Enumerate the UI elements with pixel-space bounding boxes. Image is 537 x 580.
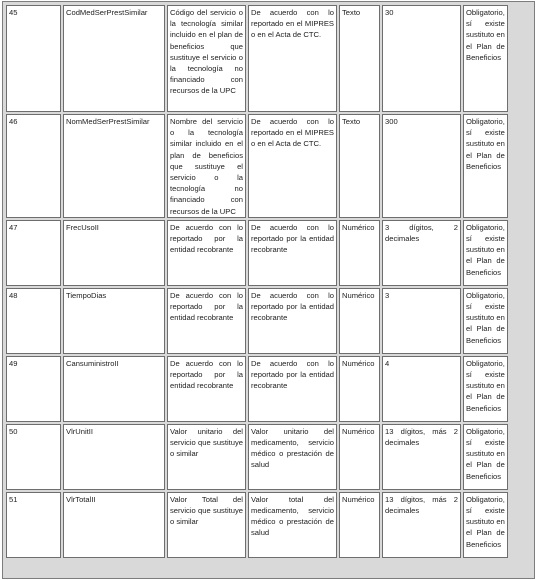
field-type-cell: Numérico bbox=[339, 288, 380, 354]
field-type-cell: Texto bbox=[339, 5, 380, 112]
field-description-cell: Nombre del servicio o la tecnología similar incluido en el plan de beneficios que sustituye el servicio o la tecnología no financiado con recursos de la UPC bbox=[167, 114, 246, 218]
field-type-cell: Numérico bbox=[339, 424, 380, 490]
field-length-cell: 4 bbox=[382, 356, 461, 422]
table-row bbox=[6, 220, 508, 286]
field-source-cell: De acuerdo con lo reportado en el MIPRES o en el Acta de CTC. bbox=[248, 5, 337, 112]
field-source-cell: Valor total del medicamento, servicio médico o prestación de salud bbox=[248, 492, 337, 558]
field-number-cell: 49 bbox=[6, 356, 61, 422]
field-description-cell: Código del servicio o la tecnología similar incluido en el plan de beneficios que sustituye el servicio o la tecnología no financiado con recursos de la UPC bbox=[167, 5, 246, 112]
field-source-cell: De acuerdo con lo reportado por la entidad recobrante bbox=[248, 288, 337, 354]
table-row bbox=[6, 492, 508, 558]
field-requirement-cell: Obligatorio, sí existe sustituto en el Plan de Beneficios bbox=[463, 288, 508, 354]
field-number-cell: 47 bbox=[6, 220, 61, 286]
field-number-cell: 50 bbox=[6, 424, 61, 490]
field-source-cell: De acuerdo con lo reportado por la entidad recobrante bbox=[248, 220, 337, 286]
field-source-cell: Valor unitario del medicamento, servicio médico o prestación de salud bbox=[248, 424, 337, 490]
field-number-cell: 45 bbox=[6, 5, 61, 112]
field-type-cell: Numérico bbox=[339, 356, 380, 422]
field-source-cell: De acuerdo con lo reportado en el MIPRES o en el Acta de CTC. bbox=[248, 114, 337, 218]
field-description-cell: Valor unitario del servicio que sustituye o similar bbox=[167, 424, 246, 490]
table-row bbox=[6, 356, 508, 422]
field-name-cell: CansuministroII bbox=[63, 356, 165, 422]
field-name-cell: NomMedSerPrestSimilar bbox=[63, 114, 165, 218]
field-length-cell: 3 dígitos, 2 decimales bbox=[382, 220, 461, 286]
field-requirement-cell: Obligatorio, sí existe sustituto en el Plan de Beneficios bbox=[463, 5, 508, 112]
field-length-cell: 13 dígitos, más 2 decimales bbox=[382, 424, 461, 490]
field-length-cell: 300 bbox=[382, 114, 461, 218]
field-source-cell: De acuerdo con lo reportado por la entidad recobrante bbox=[248, 356, 337, 422]
field-name-cell: FrecUsoII bbox=[63, 220, 165, 286]
field-type-cell: Numérico bbox=[339, 220, 380, 286]
field-requirement-cell: Obligatorio, sí existe sustituto en el Plan de Beneficios bbox=[463, 356, 508, 422]
field-number-cell: 48 bbox=[6, 288, 61, 354]
field-name-cell: VlrTotalII bbox=[63, 492, 165, 558]
field-name-cell: TiempoDias bbox=[63, 288, 165, 354]
field-spec-table-frame bbox=[2, 1, 535, 579]
field-type-cell: Texto bbox=[339, 114, 380, 218]
table-row bbox=[6, 288, 508, 354]
field-requirement-cell: Obligatorio, sí existe sustituto en el Plan de Beneficios bbox=[463, 220, 508, 286]
field-type-cell: Numérico bbox=[339, 492, 380, 558]
field-number-cell: 51 bbox=[6, 492, 61, 558]
field-description-cell: De acuerdo con lo reportado por la entidad recobrante bbox=[167, 220, 246, 286]
field-number-cell: 46 bbox=[6, 114, 61, 218]
field-requirement-cell: Obligatorio, sí existe sustituto en el Plan de Beneficios bbox=[463, 114, 508, 218]
table-row bbox=[6, 424, 508, 490]
field-length-cell: 30 bbox=[382, 5, 461, 112]
table-row bbox=[6, 5, 508, 112]
field-description-cell: De acuerdo con lo reportado por la entidad recobrante bbox=[167, 356, 246, 422]
field-name-cell: VlrUnitII bbox=[63, 424, 165, 490]
field-length-cell: 3 bbox=[382, 288, 461, 354]
field-length-cell: 13 dígitos, más 2 decimales bbox=[382, 492, 461, 558]
field-description-cell: De acuerdo con lo reportado por la entidad recobrante bbox=[167, 288, 246, 354]
table-row bbox=[6, 114, 508, 218]
field-description-cell: Valor Total del servicio que sustituye o similar bbox=[167, 492, 246, 558]
field-name-cell: CodMedSerPrestSimilar bbox=[63, 5, 165, 112]
field-requirement-cell: Obligatorio, sí existe sustituto en el Plan de Beneficios bbox=[463, 492, 508, 558]
field-spec-table bbox=[4, 3, 510, 560]
field-requirement-cell: Obligatorio, sí existe sustituto en el Plan de Beneficios bbox=[463, 424, 508, 490]
